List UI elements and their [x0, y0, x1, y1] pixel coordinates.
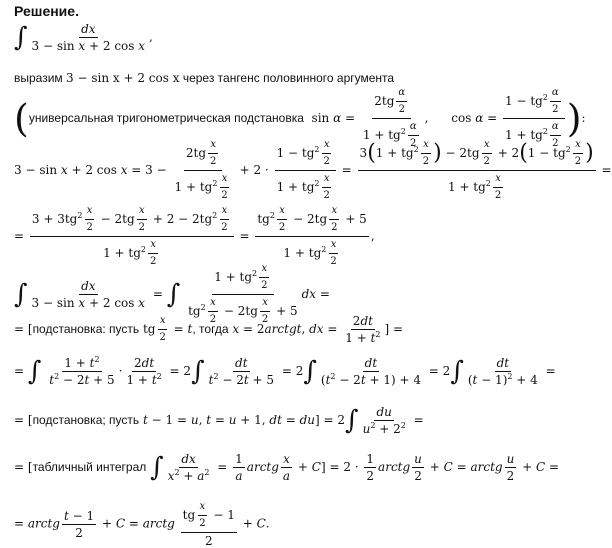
- integral-rewrite: ∫ $\frac{dx}{\text{3 − sin x + 2 cos x}}$ = ∫ $1 + tg^2$ $\frac{x}{2}$ $tg^2$ $\frac{x}{2}$ − 2tg $\frac{x}{2}$ + 5 dx =: [14, 263, 330, 325]
- table-integral-step: = [табличный интеграл ∫ $\frac{dx}{x^2 + a^2}$ = $\frac{1}{a}$ arctg $\frac{x}{a}$ + C] = 2 · $\frac{1}{2}$ arctg $\frac{u}{2}$ + C = arctg $\frac{u}{2}$ + C =: [14, 452, 560, 483]
- solution-title: Решение.: [14, 3, 79, 19]
- expression-transform-2: = $3 + 3tg^2$ $\frac{x}{2}$ − 2tg $\frac{x}{2}$ + $2 - 2tg^2$ $\frac{x}{2}$ $1 + tg^2$ $\frac{x}{2}$ = $tg^2$ $\frac{x}{2}$ − 2tg $\frac{x}{2}$ + 5 $1 + tg^2$ $\frac{x}{2}$ ,: [14, 205, 375, 267]
- second-substitution: = [подстановка; пусть t − 1 = u, t = u + 1, dt = du] = 2∫ $\frac{du}{u^2 + 2^2}$ =: [14, 405, 424, 436]
- explanation-line: выразим 3 − sin x + 2 cos x через тангенс половинного аргумента: [14, 71, 395, 85]
- expression-transform-1: 3 − sin x + 2 cos x = 3 − 2tg $\frac{x}{2}$ $1 + tg^2$ $\frac{x}{2}$ + 2 · $1 - tg^2$ $\frac{x}{2}$ $1 + tg^2$ $\frac{x}{2}$ = $3(1 + tg^2$ $\frac{x}{2}$ ) − 2tg $\frac{x}{2}$ + $2(1 - tg^2$ $\frac{x}{2}$ ) $1 + tg^2$ $\frac{x}{2}$ =: [14, 139, 612, 201]
- substitution-step: = [подстановка: пусть tg $\frac{x}{2}$ = t, тогда x = 2arctgt, dx = $\frac{2dt}{1 + t^2}$ ] =: [14, 314, 404, 345]
- final-answer: = arctg $\frac{t - 1}{2}$ + C = arctg tg $\frac{x}{2}$ − 1 2 + C.: [14, 501, 270, 548]
- integral-in-t: = ∫ $\frac{1 + t^2}{t^2 - 2t + 5}$ · $\frac{2dt}{1 + t^2}$ = 2∫ $\frac{dt}{t^2 - 2t + 5}$ = 2∫ $\frac{dt}{(t^2 - 2t + 1) + 4}$ = 2∫ $\frac{dt}{(t - 1)^2 + 4}$ =: [14, 355, 556, 387]
- universal-substitution: (универсальная тригонометрическая подстановка sin α = 2tg $\frac{\alpha}{2}$ $1 + tg^2$ $\frac{\alpha}{2}$ , cos α = $1 - tg^2$ $\frac{\alpha}{2}$ $1 + tg^2$ $\frac{\alpha}{2}$ ):: [14, 87, 586, 149]
- integral-statement: ∫ $\frac{dx}{\text{3 − sin x + 2 cos x}}$ ,: [14, 22, 153, 53]
